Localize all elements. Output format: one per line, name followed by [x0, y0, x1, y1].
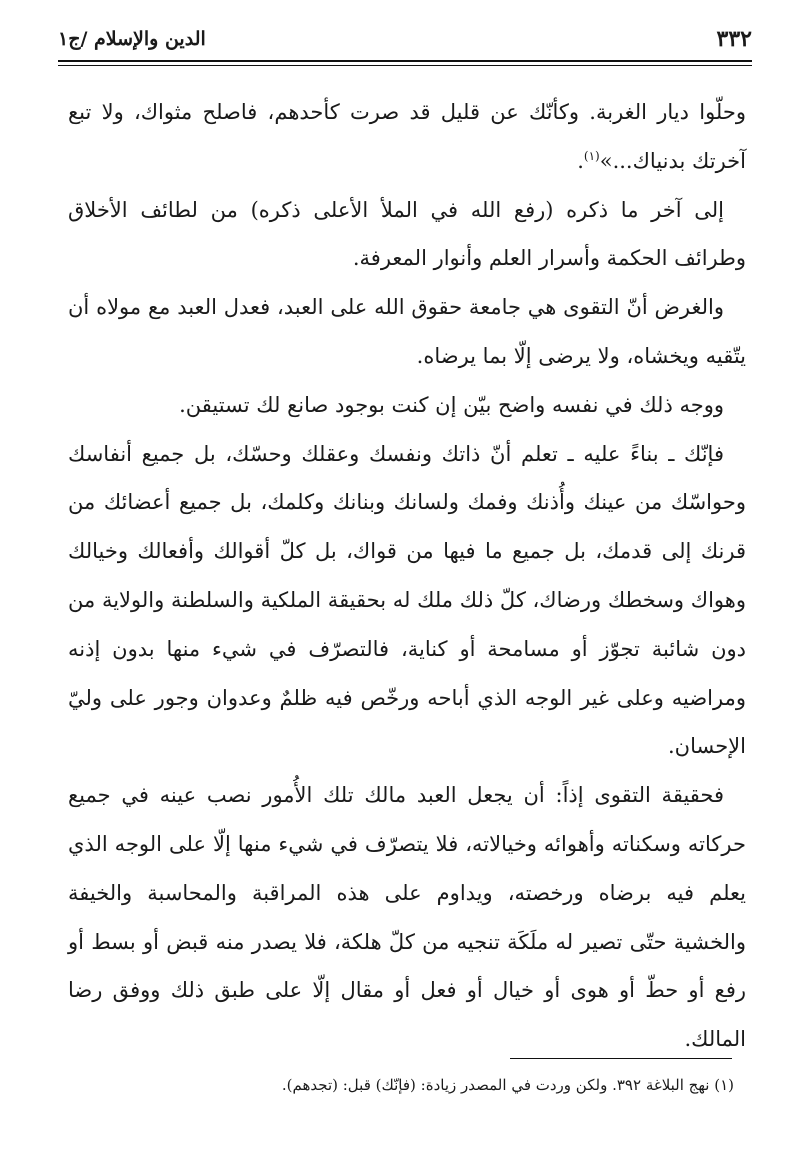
paragraph-quote-end: [68, 88, 746, 186]
running-title: الدين والإسلام /ج١: [58, 28, 206, 50]
paragraph: والغرض أنّ التقوى هي جامعة حقوق الله على العبد، فعدل العبد مع مولاه أن يتّقيه ويخشاه، ولا يرضى إلّا بما يرضاه.: [68, 295, 746, 368]
paragraph: فإنّك ـ بناءً عليه ـ تعلم أنّ ذاتك ونفسك وعقلك وحسّك، بل جميع أنفاسك وحواسّك من عينك وأُذنك وفمك ولسانك وبنانك وكلمك، بل جميع أعضائك من قرنك إلى قدمك، بل جميع ما فيها من قواك، بل كلّ أقوالك وأفعالك وخيالك وهواك وسخطك ورضاك، كلّ ذلك ملك له بحقيقة الملكية والسلطنة والولاية من دون شائبة تجوّز أو مسامحة أو كناية، فالتصرّف في شيء منها بدون إذنه ومراضيه وعلى غير الوجه الذي أباحه ورخّص فيه ظلمٌ وعدوان وجور على وليّ الإحسان.: [68, 441, 746, 759]
paragraph: فحقيقة التقوى إذاً: أن يجعل العبد مالك تلك الأُمور نصب عينه في جميع حركاته وسكناته وأهوائه وخيالاته، فلا يتصرّف في شيء منها إلّا على الوجه الذي يعلم فيه برضاه ورخصته، ويداوم على هذه المراقبة والمحاسبة والخيفة والخشية حتّى تصير له ملَكَة تنجيه من كلّ هلكة، فلا يصدر منه قبض أو بسط أو رفع أو حطّ أو هوى أو خيال أو فعل أو مقال إلّا على طبق ذلك ووفق رضا المالك.: [68, 783, 746, 1052]
paragraph: ووجه ذلك في نفسه واضح بيّن إن كنت بوجود صانع لك تستيقن.: [179, 392, 724, 417]
header-rule-thin: [58, 65, 752, 66]
paragraph-text: وحلّوا ديار الغربة. وكأنّك عن قليل قد صرت كأحدهم، فاصلح مثواك، ولا تبع آخرتك بدنياك...»: [68, 100, 746, 173]
header-rule: [58, 60, 752, 62]
footnote-marker: (١): [583, 148, 600, 163]
page-number: ٣٣٢: [716, 26, 752, 52]
footnote-rule: [510, 1058, 732, 1059]
paragraph: إلى آخر ما ذكره (رفع الله في الملأ الأعلى ذكره) من لطائف الأخلاق وطرائف الحكمة وأسرار العلم وأنوار المعرفة.: [68, 197, 746, 271]
body-text: [68, 88, 746, 1064]
footnote: (١) نهج البلاغة ٣٩٢. ولكن وردت في المصدر زيادة: (فإنّك) قبل: (تجدهم).: [281, 1076, 734, 1094]
page-header: [58, 20, 752, 60]
paragraph-tail: .: [577, 148, 584, 173]
